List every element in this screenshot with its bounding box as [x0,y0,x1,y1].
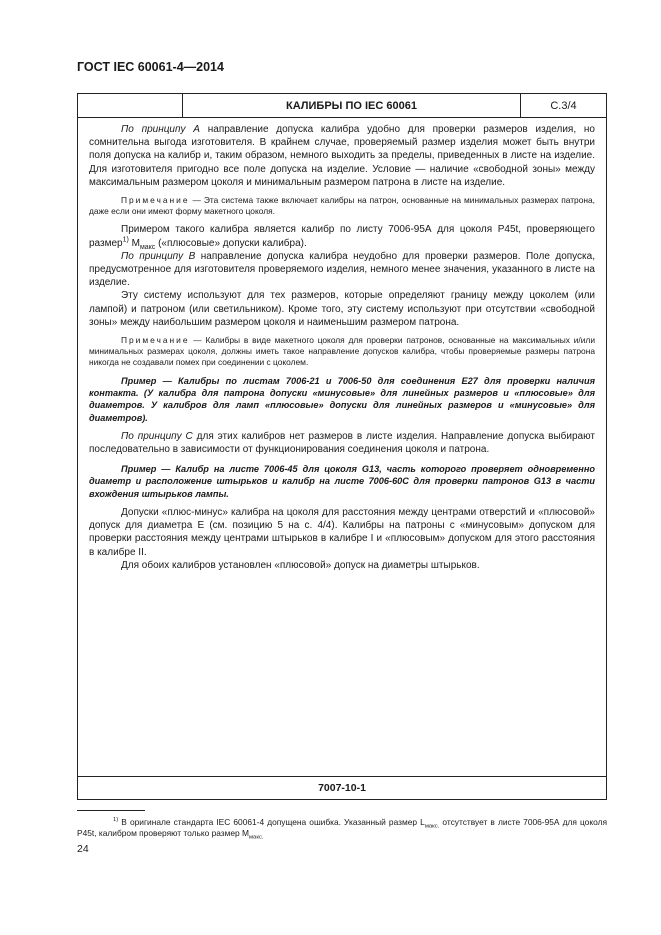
principle-c-text: для этих калибров нет размеров в листе изделия. Направление допуска выбирают последовательно в зависимости от функционирования соединения цоколя и патрона. [89,431,595,456]
note-1 [89,195,595,217]
example-calibre-m-sub: макс [139,243,156,251]
example-2: Пример — Калибр на листе 7006-45 для цоколя G13, часть которого проверяет одновременно диаметр и расположение штырьков и калибр на листе 7006-60С для проверки патронов G13 в части вхождения штырьков лампы. [89,463,595,499]
example-calibre-text-1: Примером такого калибра является калибр по листу 7006-95А для цоколя P45t, проверяющего размер [89,224,595,249]
paragraph-plus-minus: Допуски «плюс-минус» калибра на цоколя для расстояния между центрами отверстий и «плюсовой» допуск для диаметра Е (см. позицию 5 на с. 4/4). Калибры на патроны с «минусовым» допуском для проверки расстояния между центрами штырьков в калибре I и «плюсовым» допуском для этого расстояния в калибре II. [89,506,595,558]
example-calibre-m: М [128,237,140,249]
header-title: КАЛИБРЫ ПО IEC 60061 [183,94,521,117]
footnote-text-2: отсутствует в листе 7006-95А для цоколя P45t, калибром проверяют только размер М [77,817,607,838]
sheet-content [78,118,606,572]
note-2 [89,335,595,369]
paragraph-principle-a [89,123,595,189]
page-number: 24 [77,843,89,855]
sheet-header [78,94,606,118]
principle-a-text: направление допуска калибра удобно для проверки размеров изделия, но сомнительна выгода изготовителя. В крайнем случае, проверяемый размер изделия может быть внутри поля допуска на калибр и, таким образом, немного выходить за пределы, приведенных в листе на изделие. Для изготовителя пригодно все поле допуска на изделие. Условие — наличие «свободной зоны» между максимальным размером цоколя и минимальным размером патрона в листе на изделие. [89,124,595,188]
example-1: Пример — Калибры по листам 7006-21 и 7006-50 для соединения E27 для проверки наличия контакта. (У калибра для патрона допуски «минусовые» для линейных размеров и «плюсовые» для диаметров. У калибров для ламп «плюсовые» допуски для линейных размеров и «минусовые» для диаметров). [89,375,595,423]
principle-b-text: направление допуска калибра неудобно для проверки размеров. Поле допуска, предусмотренное для изготовителя проверяемого изделия, немного менее значения, указанного в листе на изделие. [89,250,595,289]
principle-a-lead: По принципу А [121,124,200,135]
principle-c-lead: По принципу С [121,431,193,443]
paragraph-example-calibre [89,223,595,249]
example-calibre-text-2: («плюсовые» допуски калибра). [155,237,307,249]
footnote-divider [77,810,145,811]
principle-b-lead: По принципу В [121,250,196,262]
note-1-label: Примечание [121,195,190,206]
footnote [77,817,607,839]
note-1-text: — Эта система также включает калибры на патрон, основанные на минимальных размерах патрона, даже если они имеют форму макетного цоколя. [89,195,595,217]
sheet-footer-code: 7007-10-1 [318,782,366,794]
note-2-text: — Калибры в виде макетного цоколя для проверки патронов, основанные на максимальных и/или минимальных размерах цоколя, должны иметь такое направление допусков калибра, чтобы проверяемые размеры патрона никогда не создавали помех при соединении с цоколем. [89,335,595,368]
paragraph-principle-b [89,250,595,290]
sheet-frame [77,93,607,800]
paragraph-system-use: Эту систему используют для тех размеров, которые определяют границу между цоколем (или лампой) и патроном (или светильником). Кроме того, эту систему используют при отсутствии «свободной зоны» между наибольшим размером цоколя и наименьшим размером патрона. [89,290,595,328]
footnote-sub-1: макс. [424,823,440,830]
footnote-marker: 1) [113,817,119,824]
footnote-text-1: В оригинале стандарта IEC 60061-4 допущена ошибка. Указанный размер L [118,817,425,827]
footnote-ref: 1) [122,236,129,244]
note-2-label: Примечание [121,335,190,346]
header-sheet-number: С.3/4 [550,99,577,112]
footnote-sub-2: макс. [249,834,264,841]
document-title: ГОСТ IEC 60061-4—2014 [77,60,224,74]
paragraph-pin-diameters: Для обоих калибров установлен «плюсовой» допуск на диаметры штырьков. [121,559,480,571]
paragraph-principle-c [89,430,595,456]
header-empty-cell [78,94,183,117]
